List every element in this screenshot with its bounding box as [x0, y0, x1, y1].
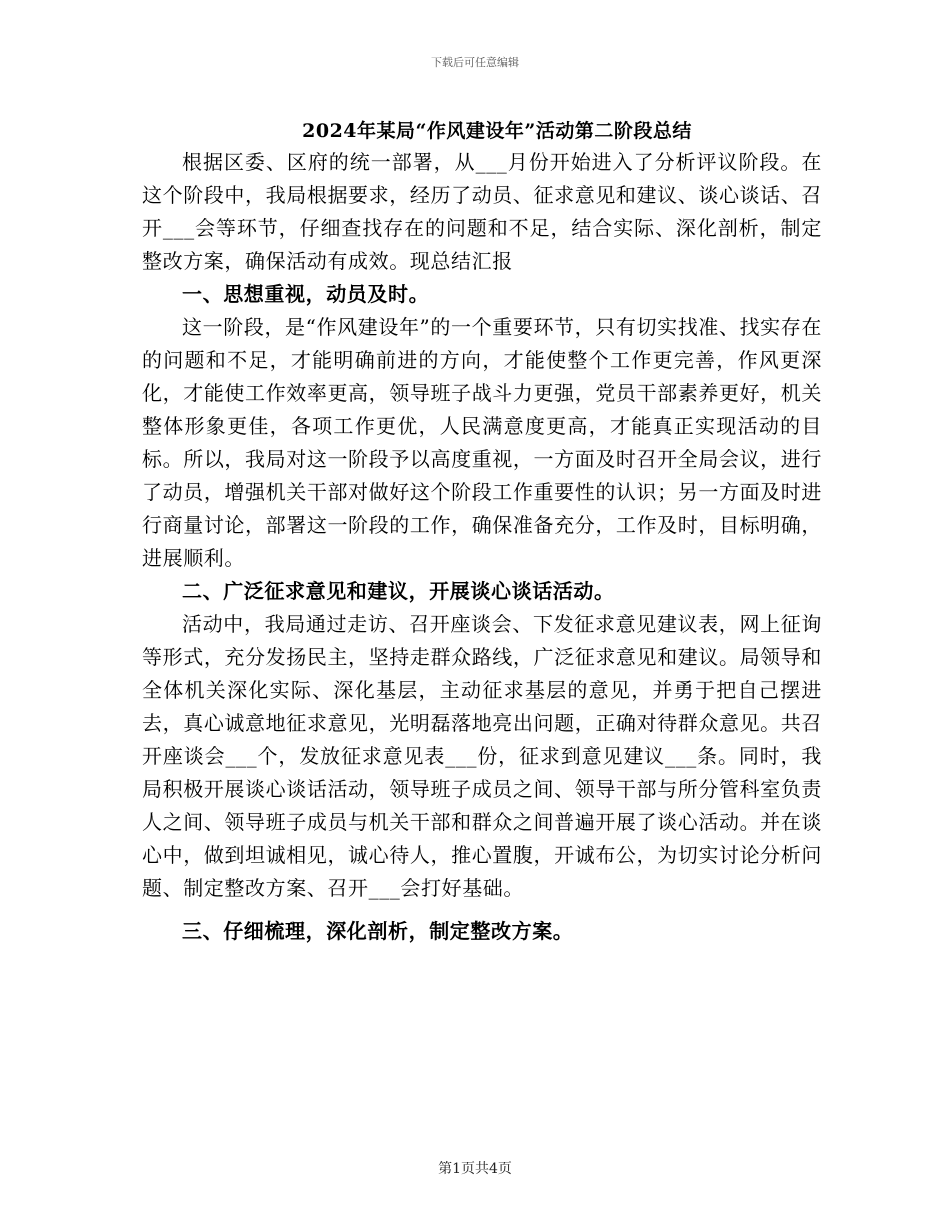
document-title: 2024年某局“作风建设年”活动第二阶段总结: [302, 120, 692, 142]
section-1-paragraph: 这一阶段，是“作风建设年”的一个重要环节，只有切实找准、找实存在的问题和不足，才能明确前进的方向，才能使整个工作更完善，作风更深化，才能使工作效率更高，领导班子战斗力更强，党员干部素养更好，机关整体形象更佳，各项工作更优，人民满意度更高，才能真正实现活动的目标。所以，我局对这一阶段予以高度重视，一方面及时召开全局会议，进行了动员，增强机关干部对做好这个阶段工作重要性的认识；另一方面及时进行商量讨论，部署这一阶段的工作，确保准备充分，工作及时，目标明确，进展顺利。: [142, 315, 822, 570]
document-body: [142, 146, 822, 948]
page-number: 第1页共4页: [438, 1161, 512, 1177]
section-heading-3: 三、仔细梳理，深化剖析，制定整改方案。: [182, 919, 574, 943]
page-header-note: 下载后可任意编辑: [431, 56, 519, 69]
section-heading-1: 一、思想重视，动员及时。: [182, 282, 430, 306]
intro-paragraph: 根据区委、区府的统一部署，从___月份开始进入了分析评议阶段。在这个阶段中，我局根据要求，经历了动员、征求意见和建议、谈心谈话、召开___会等环节，仔细查找存在的问题和不足，结合实际、深化剖析，制定整改方案，确保活动有成效。现总结汇报: [142, 150, 822, 273]
section-heading-2: 二、广泛征求意见和建议，开展谈心谈话活动。: [182, 579, 615, 603]
section-2-paragraph: 活动中，我局通过走访、召开座谈会、下发征求意见建议表，网上征询等形式，充分发扬民主，坚持走群众路线，广泛征求意见和建议。局领导和全体机关深化实际、深化基层，主动征求基层的意见，并勇于把自己摆进去，真心诚意地征求意见，光明磊落地亮出问题，正确对待群众意见。共召开座谈会___个，发放征求意见表___份，征求到意见建议___条。同时，我局积极开展谈心谈话活动，领导班子成员之间、领导干部与所分管科室负责人之间、领导班子成员与机关干部和群众之间普遍开展了谈心活动。并在谈心中，做到坦诚相见，诚心待人，推心置腹，开诚布公，为切实讨论分析问题、制定整改方案、召开___会打好基础。: [142, 612, 822, 900]
